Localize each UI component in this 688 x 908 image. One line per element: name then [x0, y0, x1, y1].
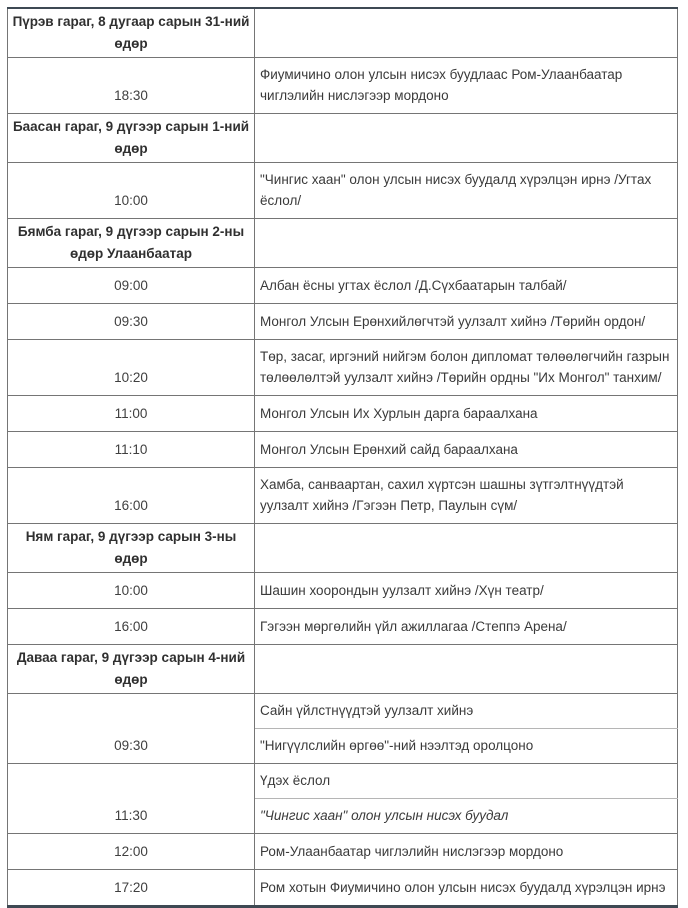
- event-description: Ром хотын Фиумичино олон улсын нисэх буудалд хүрэлцэн ирнэ: [255, 870, 678, 907]
- event-row: [8, 573, 678, 609]
- event-row: [8, 268, 678, 304]
- event-time: 16:00: [8, 468, 255, 524]
- event-time: 16:00: [8, 609, 255, 645]
- day-header-empty-cell: [255, 114, 678, 163]
- event-time: 10:20: [8, 340, 255, 396]
- event-row: [8, 468, 678, 524]
- event-description: "Нигүүлслийн өргөө"-ний нээлтэд оролцоно: [255, 729, 678, 764]
- day-header-empty-cell: [255, 645, 678, 694]
- event-row: [8, 870, 678, 907]
- event-time: 10:00: [8, 163, 255, 219]
- event-row: [8, 304, 678, 340]
- event-row: [8, 340, 678, 396]
- event-time: 18:30: [8, 58, 255, 114]
- day-header-label: Баасан гараг, 9 дүгээр сарын 1-ний өдөр: [8, 114, 255, 163]
- event-row: [8, 396, 678, 432]
- event-description: Монгол Улсын Ерөнхийлөгчтэй уулзалт хийнэ /Төрийн ордон/: [255, 304, 678, 340]
- day-header-label: Даваа гараг, 9 дүгээр сарын 4-ний өдөр: [8, 645, 255, 694]
- day-header-label: Ням гараг, 9 дүгээр сарын 3-ны өдөр: [8, 524, 255, 573]
- day-header-row: [8, 645, 678, 694]
- event-description: Төр, засаг, иргэний нийгэм болон дипломат төлөөлөгчийн газрын төлөөлөлтэй уулзалт хийнэ /Төрийн ордны "Их Монгол" танхим/: [255, 340, 678, 396]
- day-header-empty-cell: [255, 8, 678, 58]
- event-description: Монгол Улсын Ерөнхий сайд бараалхана: [255, 432, 678, 468]
- day-header-row: [8, 219, 678, 268]
- event-time: 11:30: [8, 764, 255, 834]
- event-description: Албан ёсны угтах ёслол /Д.Сүхбаатарын талбай/: [255, 268, 678, 304]
- event-row: [8, 834, 678, 870]
- day-header-label: Пүрэв гараг, 8 дугаар сарын 31-ний өдөр: [8, 8, 255, 58]
- event-description: Фиумичино олон улсын нисэх буудлаас Ром-Улаанбаатар чиглэлийн нислэгээр мордоно: [255, 58, 678, 114]
- event-description: "Чингис хаан" олон улсын нисэх буудал: [255, 799, 678, 834]
- event-row: [8, 609, 678, 645]
- schedule-table-body: [8, 8, 678, 907]
- day-header-empty-cell: [255, 524, 678, 573]
- event-time: 12:00: [8, 834, 255, 870]
- day-header-empty-cell: [255, 219, 678, 268]
- event-row-split: [8, 764, 678, 799]
- event-description: Ром-Улаанбаатар чиглэлийн нислэгээр мордоно: [255, 834, 678, 870]
- event-description: Монгол Улсын Их Хурлын дарга бараалхана: [255, 396, 678, 432]
- event-row: [8, 432, 678, 468]
- event-description: Сайн үйлстнүүдтэй уулзалт хийнэ: [255, 694, 678, 729]
- event-description: "Чингис хаан" олон улсын нисэх буудалд хүрэлцэн ирнэ /Угтах ёслол/: [255, 163, 678, 219]
- day-header-row: [8, 114, 678, 163]
- day-header-label: Бямба гараг, 9 дүгээр сарын 2-ны өдөр Улаанбаатар: [8, 219, 255, 268]
- event-description: Гэгээн мөргөлийн үйл ажиллагаа /Степпэ Арена/: [255, 609, 678, 645]
- event-time: 10:00: [8, 573, 255, 609]
- event-time: 09:00: [8, 268, 255, 304]
- day-header-row: [8, 524, 678, 573]
- event-row-split: [8, 694, 678, 729]
- event-time: 17:20: [8, 870, 255, 907]
- day-header-row: [8, 8, 678, 58]
- event-row: [8, 58, 678, 114]
- event-time: 11:10: [8, 432, 255, 468]
- event-row: [8, 163, 678, 219]
- schedule-table: [7, 7, 678, 908]
- event-description: Хамба, санваартан, сахил хүртсэн шашны зүтгэлтнүүдтэй уулзалт хийнэ /Гэгээн Петр, Паулын сүм/: [255, 468, 678, 524]
- event-time: 09:30: [8, 304, 255, 340]
- event-description: Үдэх ёслол: [255, 764, 678, 799]
- event-time: 11:00: [8, 396, 255, 432]
- event-description: Шашин хоорондын уулзалт хийнэ /Хүн театр/: [255, 573, 678, 609]
- event-time: 09:30: [8, 694, 255, 764]
